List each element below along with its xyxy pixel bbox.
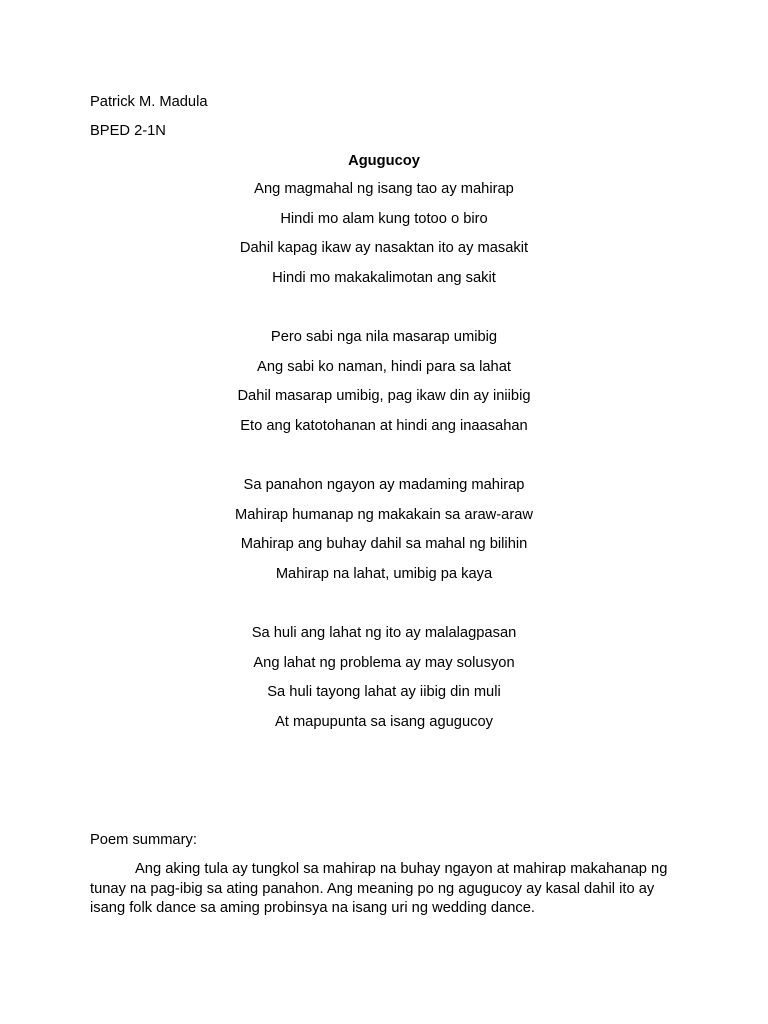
poem-line: Mahirap humanap ng makakain sa araw-araw <box>235 507 533 523</box>
poem-line: Hindi mo makakalimotan ang sakit <box>272 270 496 286</box>
poem-line: Eto ang katotohanan at hindi ang inaasahan <box>240 418 528 434</box>
poem-line: Mahirap ang buhay dahil sa mahal ng bilihin <box>240 536 528 552</box>
poem-line: Sa panahon ngayon ay madaming mahirap <box>243 477 525 493</box>
poem-line: Mahirap na lahat, umibig pa kaya <box>275 566 493 582</box>
poem-line: Dahil masarap umibig, pag ikaw din ay iniibig <box>237 388 531 404</box>
poem-line: Hindi mo alam kung totoo o biro <box>280 211 488 227</box>
author-name: Patrick M. Madula <box>90 94 208 110</box>
poem-line: Sa huli ang lahat ng ito ay malalagpasan <box>251 625 517 641</box>
summary-heading: Poem summary: <box>90 832 197 848</box>
class-section: BPED 2-1N <box>90 123 166 139</box>
summary-paragraph: Ang aking tula ay tungkol sa mahirap na buhay ngayon at mahirap makahanap ng tunay na pag-ibig sa ating panahon. Ang meaning po ng agugucoy ay kasal dahil ito ay isang folk dance sa aming probinsya na isang uri ng wedding dance. <box>90 861 668 916</box>
poem-line: Dahil kapag ikaw ay nasaktan ito ay masakit <box>239 240 529 256</box>
poem-line: Ang sabi ko naman, hindi para sa lahat <box>257 359 511 375</box>
poem-line: Ang magmahal ng isang tao ay mahirap <box>254 181 514 197</box>
poem-line: Pero sabi nga nila masarap umibig <box>270 329 498 345</box>
poem-title: Agugucoy <box>348 153 420 169</box>
poem-line: At mapupunta sa isang agugucoy <box>274 714 494 730</box>
poem-line: Ang lahat ng problema ay may solusyon <box>253 655 515 671</box>
poem-line: Sa huli tayong lahat ay iibig din muli <box>267 684 501 700</box>
